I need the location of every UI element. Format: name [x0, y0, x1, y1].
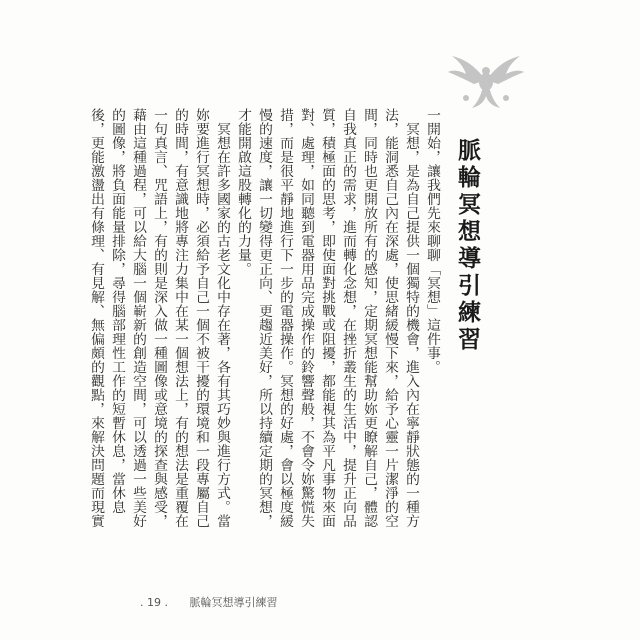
- paragraph: 冥想，是為自己提供一個獨特的機會，進入內在寧靜狀態的一種方法，能洞悉自己內在深處，使思緒緩慢下來，給予心靈一片潔淨的空間，同時也更開放所有的感知，定期冥想能幫助妳更瞭解自己，體認自我真正的需求，進而轉化念想，在挫折叢生的生活中，提升正向品質，積極面的思考，即使面對挑戰或阻擾，都能視其為平凡事物來面對、處理，如同聽到電器用品完成操作的鈴響聲般，不會令妳驚慌失措，而是很平靜地進行下一步的電器操作。冥想的好處，會以極度緩慢的速度，讓一切變得更正向、更趨近美好，所以持續定期的冥想，才能開啟這股轉化的力量。: [235, 108, 419, 528]
- page-number: . 19 .: [140, 596, 168, 609]
- body-text: [88, 108, 442, 538]
- paragraph: 冥想在許多國家的古老文化中存在著，各有其巧妙與進行方式。當妳要進行冥想時，必須給予自己一個不被干擾的環境和一段專屬自己的時間，有意識地將專注力集中在某一個想法上，有的想法是重覆在一句真言、咒語上，有的則是深入做一種圖像或意境的探查與感受，藉由這種過程，可以給大腦一個嶄新的創造空間，可以透過一些美好的圖像，將負面能量排除，尋得腦部理性工作的短暫休息，當休息後，更能激盪出有條理、有見解、無偏頗的觀點，來解決問題而現實: [88, 108, 230, 528]
- page-footer: [140, 594, 277, 610]
- page-title: 脈輪冥想導引練習: [454, 138, 481, 354]
- paragraph: 一開始，讓我們先來聊聊「冥想」這件事。: [424, 108, 440, 374]
- phoenix-bird-icon: [446, 50, 526, 110]
- running-title: 脈輪冥想導引練習: [189, 596, 278, 609]
